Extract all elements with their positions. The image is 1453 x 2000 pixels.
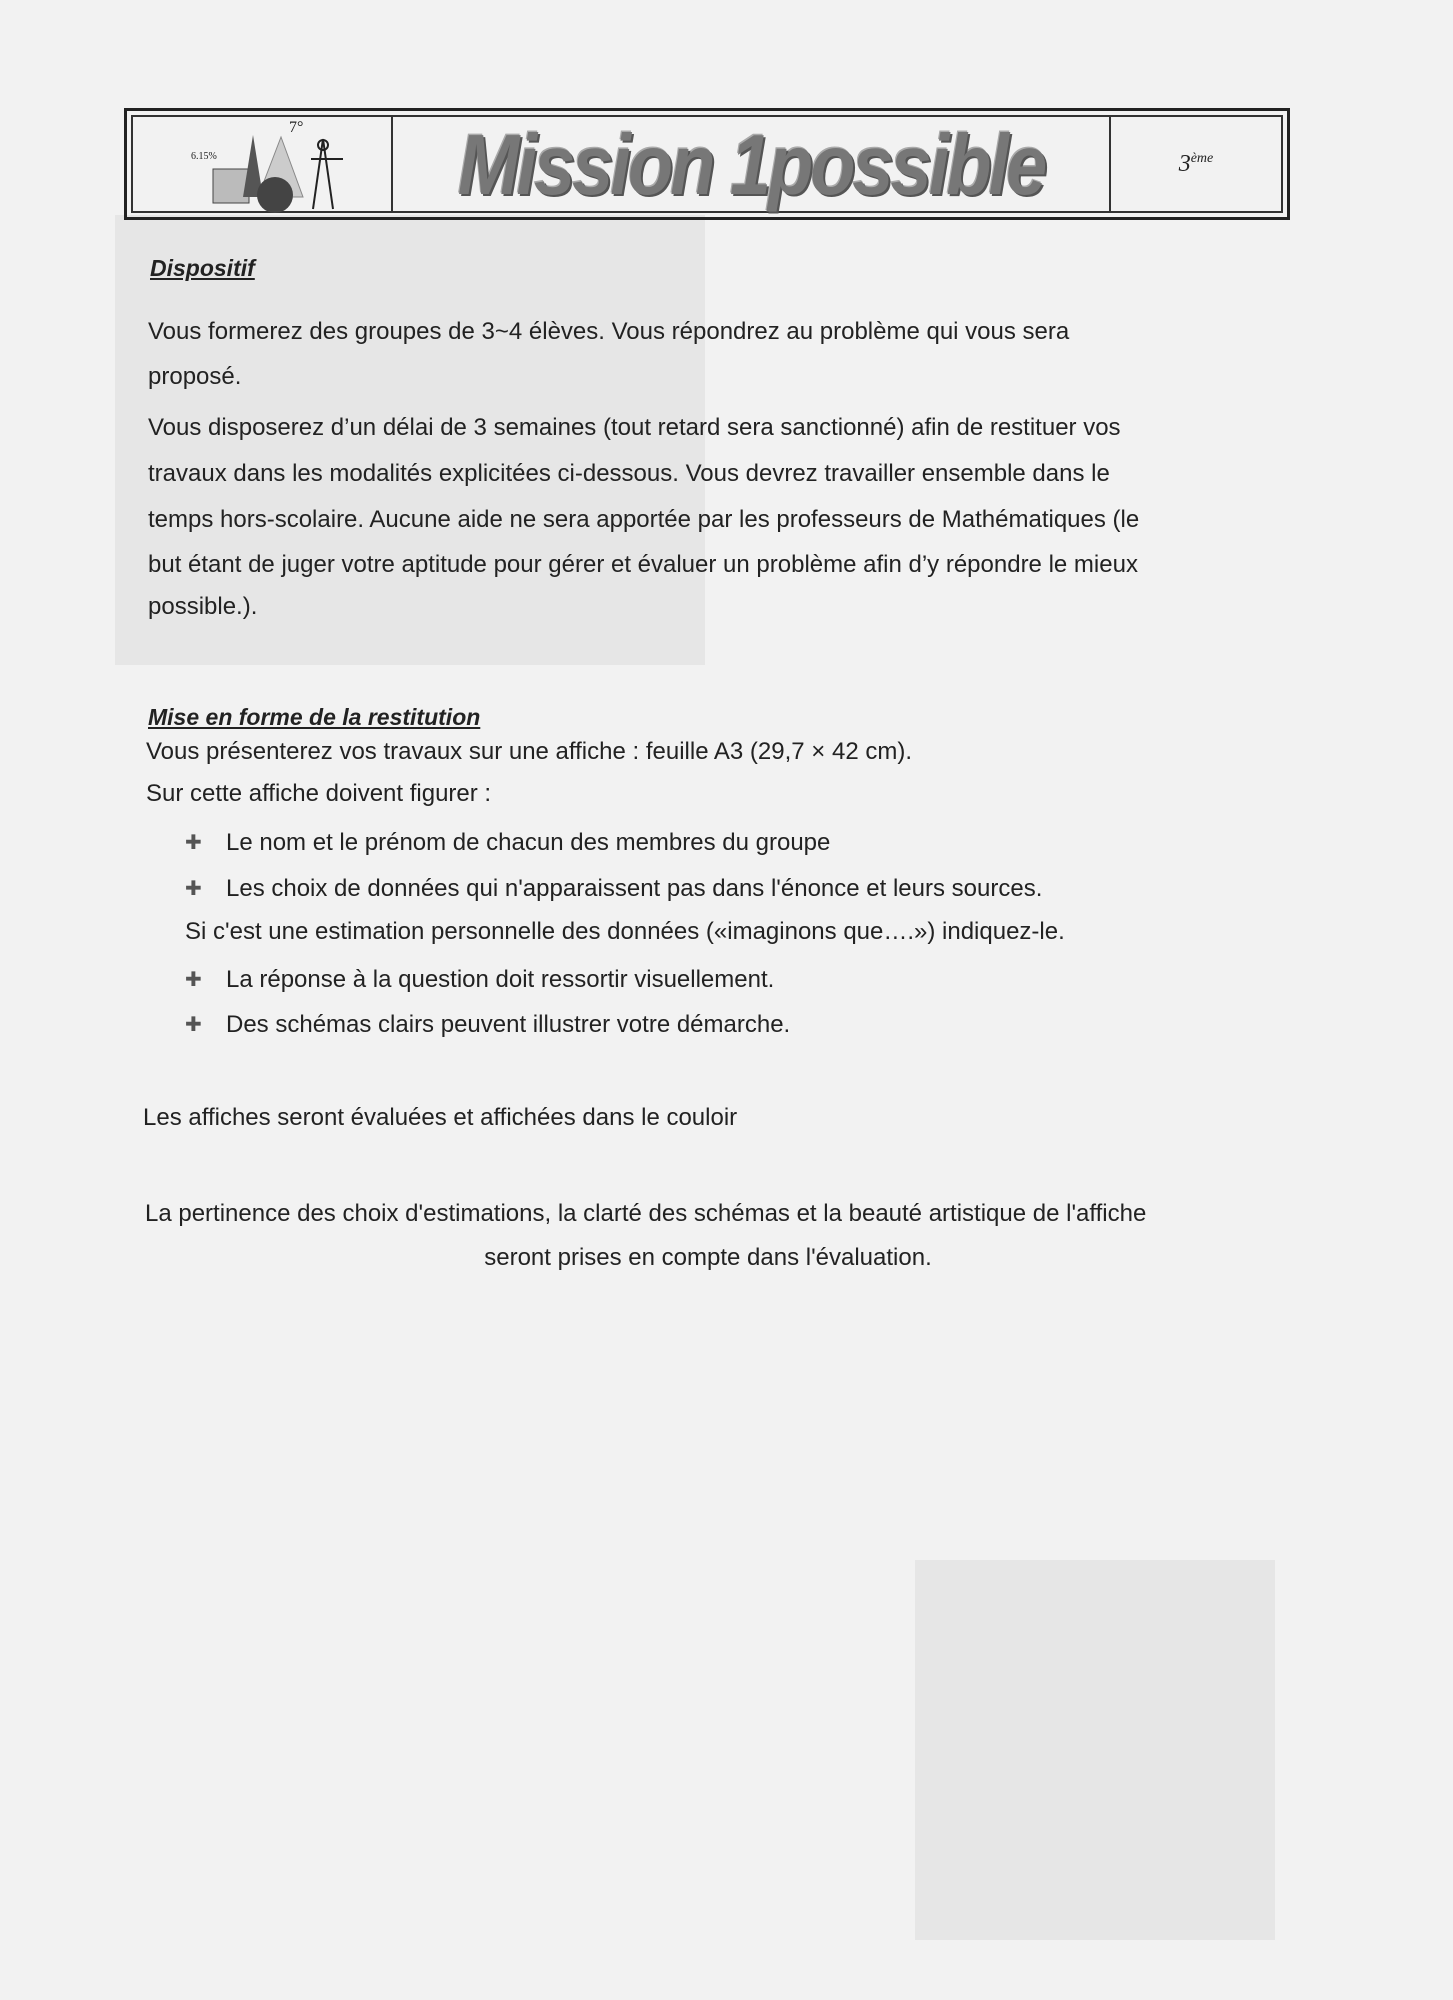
restitution-intro: Vous présenterez vos travaux sur une affiche : feuille A3 (29,7 × 42 cm).: [146, 738, 912, 765]
dispositif-line: proposé.: [148, 363, 242, 390]
restitution-heading: Mise en forme de la restitution: [148, 704, 481, 730]
list-item: Les choix de données qui n'apparaissent pas dans l'énonce et leurs sources.: [226, 875, 1043, 902]
geometry-shapes-icon: [133, 117, 391, 217]
list-item: Le nom et le prénom de chacun des membres du groupe: [226, 829, 831, 856]
level-number: 3: [1178, 150, 1191, 177]
evaluation-text: Les affiches seront évaluées et affichées dans le couloir: [143, 1104, 738, 1131]
evaluation-criteria: La pertinence des choix d'estimations, la clarté des schémas et la beauté artistique de l'affiche: [145, 1200, 1147, 1227]
dispositif-line: travaux dans les modalités explicitées ci-dessous. Vous devrez travailler ensemble dans le: [148, 460, 1110, 487]
arrow-bullet-icon: ✚: [185, 832, 202, 854]
evaluation-criteria: seront prises en compte dans l'évaluation.: [484, 1244, 932, 1271]
document-title: Mission 1possible: [457, 116, 1045, 212]
arrow-bullet-icon: ✚: [185, 1014, 202, 1036]
list-item: Des schémas clairs peuvent illustrer votre démarche.: [226, 1011, 791, 1038]
arrow-bullet-icon: ✚: [185, 878, 202, 900]
dispositif-heading: Dispositif: [150, 255, 255, 281]
math-logo: [133, 117, 393, 211]
dispositif-line: temps hors-scolaire. Aucune aide ne sera apportée par les professeurs de Mathématiques (le: [148, 506, 1140, 533]
title-banner: [393, 117, 1111, 211]
percentage-label: 6.15%: [191, 151, 217, 162]
bleed-through-image: [915, 1560, 1275, 1940]
list-item: La réponse à la question doit ressortir visuellement.: [226, 966, 775, 993]
class-level: [1111, 117, 1281, 211]
dispositif-line: possible.).: [148, 593, 258, 620]
estimation-note: Si c'est une estimation personnelle des données («imaginons que….») indiquez-le.: [185, 918, 1065, 945]
arrow-bullet-icon: ✚: [185, 969, 202, 991]
dispositif-line: Vous formerez des groupes de 3~4 élèves. Vous répondrez au problème qui vous sera: [148, 318, 1070, 345]
angle-label: 7°: [289, 119, 304, 136]
dispositif-line: but étant de juger votre aptitude pour gérer et évaluer un problème afin d’y répondre le mieux: [148, 551, 1138, 578]
dispositif-line: Vous disposerez d’un délai de 3 semaines (tout retard sera sanctionné) afin de restituer vos: [148, 414, 1121, 441]
document-header: [124, 108, 1290, 220]
level-suffix: ème: [1190, 150, 1214, 166]
restitution-list-intro: Sur cette affiche doivent figurer :: [146, 780, 492, 807]
